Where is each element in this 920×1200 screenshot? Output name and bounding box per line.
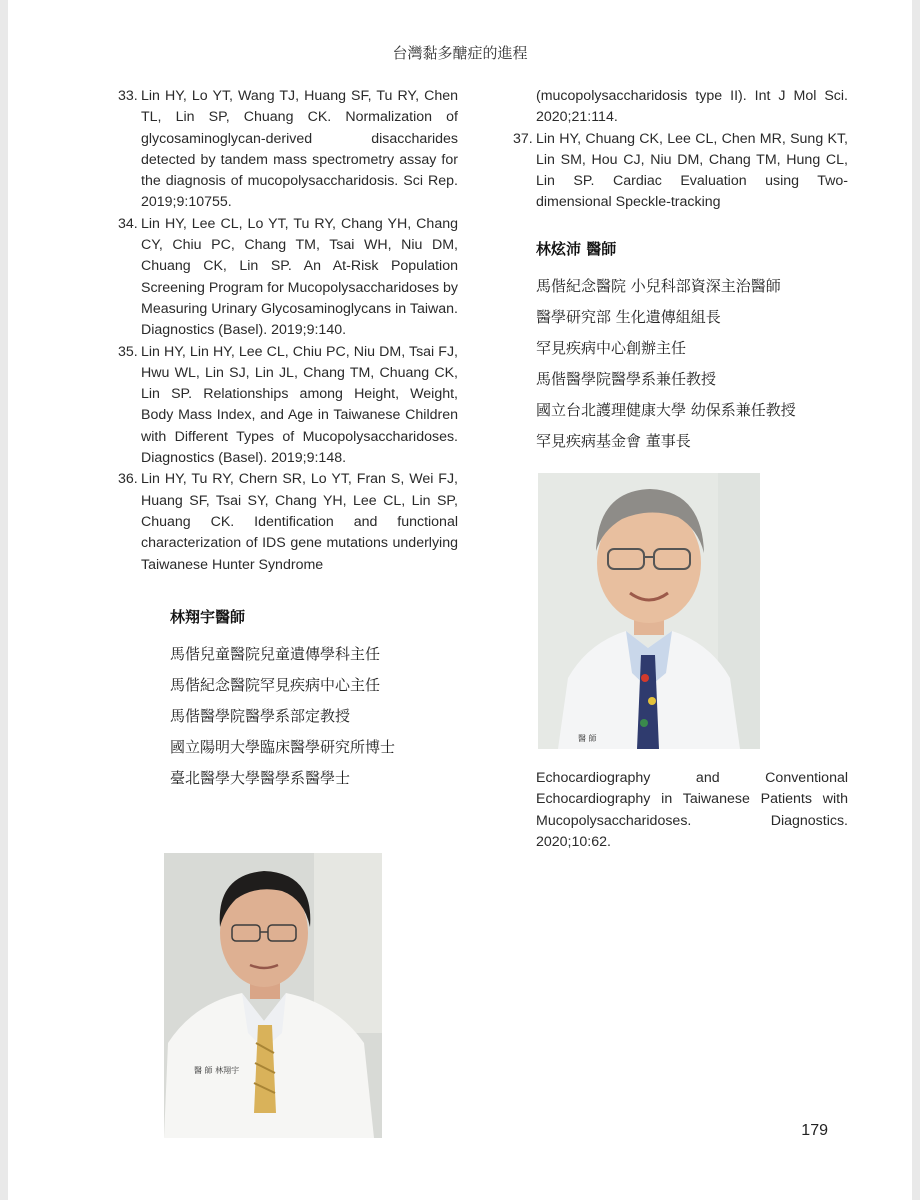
reference-text: Lin HY, Chuang CK, Lee CL, Chen MR, Sung KT, Lin SM, Hou CJ, Niu DM, Chang TM, Hung CL, Lin SP. Cardiac Evaluation using Two-dimensional Speckle-tracking	[536, 130, 848, 211]
left-column	[118, 86, 458, 794]
reference-text: Lin HY, Lin HY, Lee CL, Chiu PC, Niu DM, Tsai FJ, Hwu WL, Lin SJ, Lin JL, Chang TM, Chuang CK, Lin SP. Relationships among Height, Weight, Body Mass Index, and Age in Taiwanese Children with Different Types of Mucopolysaccharidoses. Diagnostics (Basel). 2019;9:148.	[141, 343, 458, 467]
reference-number: 33.	[118, 88, 138, 104]
bio-line: 馬偕兒童醫院兒童遺傳學科主任	[170, 644, 381, 663]
reference-37-continued-block	[536, 768, 848, 853]
reference-number: 35.	[118, 343, 138, 360]
reference-number: 37.	[513, 130, 533, 147]
reference-37-continued: Echocardiography and Conventional Echocardiography in Taiwanese Patients with Mucopolysaccharidoses. Diagnostics. 2020;10:62.	[536, 770, 848, 850]
bio-line: 國立陽明大學臨床醫學研究所博士	[170, 737, 396, 756]
reference-number: 36.	[118, 471, 138, 488]
bio-line: 馬偕醫學院醫學系兼任教授	[536, 369, 717, 388]
reference-number: 34.	[118, 215, 138, 232]
reference-34	[118, 214, 458, 342]
bio-lin-hsiang-yu	[170, 606, 458, 794]
bio-line: 罕見疾病基金會 董事長	[536, 431, 691, 450]
reference-text: Lin HY, Lo YT, Wang TJ, Huang SF, Tu RY, Chen TL, Lin SP, Chuang CK. Normalization of glycosaminoglycan-derived disaccharides detected by tandem mass spectrometry assay for the diagnosis of mucopolysaccharidosis. Sci Rep. 2019;9:10755.	[141, 88, 458, 211]
coat-embroidery-text: 醫 師 林翔宇	[194, 1066, 240, 1075]
bio-line: 馬偕紀念醫院 小兒科部資深主治醫師	[536, 276, 781, 295]
bio-line: 國立台北護理健康大學 幼保系兼任教授	[536, 400, 796, 419]
bio-line: 馬偕醫學院醫學系部定教授	[170, 706, 351, 725]
reference-37	[513, 129, 848, 214]
right-column	[513, 86, 848, 457]
reference-33	[118, 86, 458, 214]
document-page	[8, 0, 912, 1200]
bio-name: 林翔宇醫師	[170, 607, 246, 626]
portrait-photo-lin-hsuan-pei	[538, 473, 760, 749]
bio-lin-hsuan-pei	[536, 238, 848, 457]
bio-name: 林炫沛 醫師	[536, 239, 617, 258]
bio-line: 醫學研究部 生化遺傳組組長	[536, 307, 721, 326]
reference-35	[118, 342, 458, 470]
portrait-photo-lin-hsiang-yu	[164, 853, 382, 1138]
page-number: 179	[801, 1122, 828, 1139]
reference-text: Lin HY, Lee CL, Lo YT, Tu RY, Chang YH, Chang CY, Chiu PC, Chang TM, Tsai WH, Niu DM, Chuang CK, Lin SP. An At-Risk Population Screening Program for Mucopolysaccharidoses by Measuring Urinary Glycosaminoglycans in Taiwan. Diagnostics (Basel). 2019;9:140.	[141, 215, 459, 339]
bio-line: 馬偕紀念醫院罕見疾病中心主任	[170, 675, 381, 694]
reference-text: Lin HY, Tu RY, Chern SR, Lo YT, Fran S, Wei FJ, Huang SF, Tsai SY, Chang YH, Lee CL, Lin SP, Chuang CK. Identification and functional characterization of IDS gene mutations underlying Taiwanese Hunter Syndrome	[141, 471, 458, 573]
page-header-title: 台灣黏多醣症的進程	[392, 44, 528, 62]
bio-line: 罕見疾病中心創辦主任	[536, 338, 687, 357]
bio-line: 臺北醫學大學醫學系醫學士	[170, 768, 351, 787]
reference-36-continued: (mucopolysaccharidosis type II). Int J Mol Sci. 2020;21:114.	[536, 88, 848, 126]
coat-embroidery-text: 醫 師	[578, 734, 597, 743]
reference-36	[118, 469, 458, 575]
